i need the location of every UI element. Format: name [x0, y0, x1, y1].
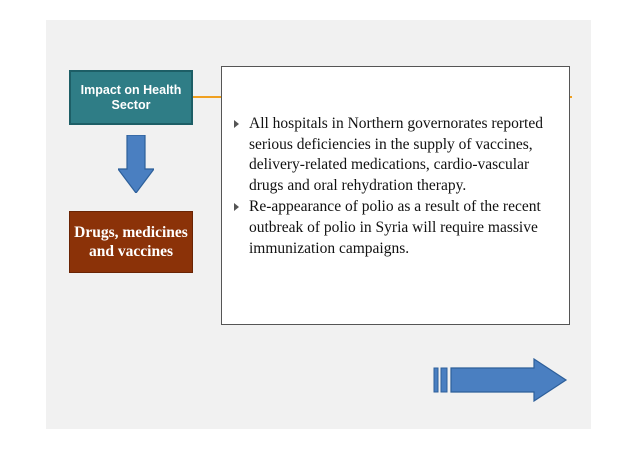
- bullet-list: [234, 114, 564, 260]
- bullet-item: [234, 114, 564, 196]
- bullet-text: All hospitals in Northern governorates reported serious deficiencies in the supply of vaccines, delivery-related medications, cardio-vascular drugs and oral rehydration therapy.: [249, 115, 543, 194]
- impact-health-sector-box: [69, 70, 193, 125]
- triangle-bullet-icon: [234, 120, 239, 128]
- triangle-bullet-icon: [234, 203, 239, 211]
- content-text-box: [221, 66, 570, 325]
- drugs-medicines-vaccines-box: [69, 211, 193, 273]
- down-arrow-icon: [118, 135, 154, 193]
- next-arrow-icon[interactable]: [430, 358, 568, 402]
- impact-health-sector-label: Impact on Health Sector: [80, 82, 182, 112]
- bullet-text: Re-appearance of polio as a result of the recent outbreak of polio in Syria will require massive immunization campaigns.: [249, 198, 541, 257]
- drugs-medicines-vaccines-label: Drugs, medicines and vaccines: [74, 224, 188, 260]
- bullet-item: [234, 197, 564, 259]
